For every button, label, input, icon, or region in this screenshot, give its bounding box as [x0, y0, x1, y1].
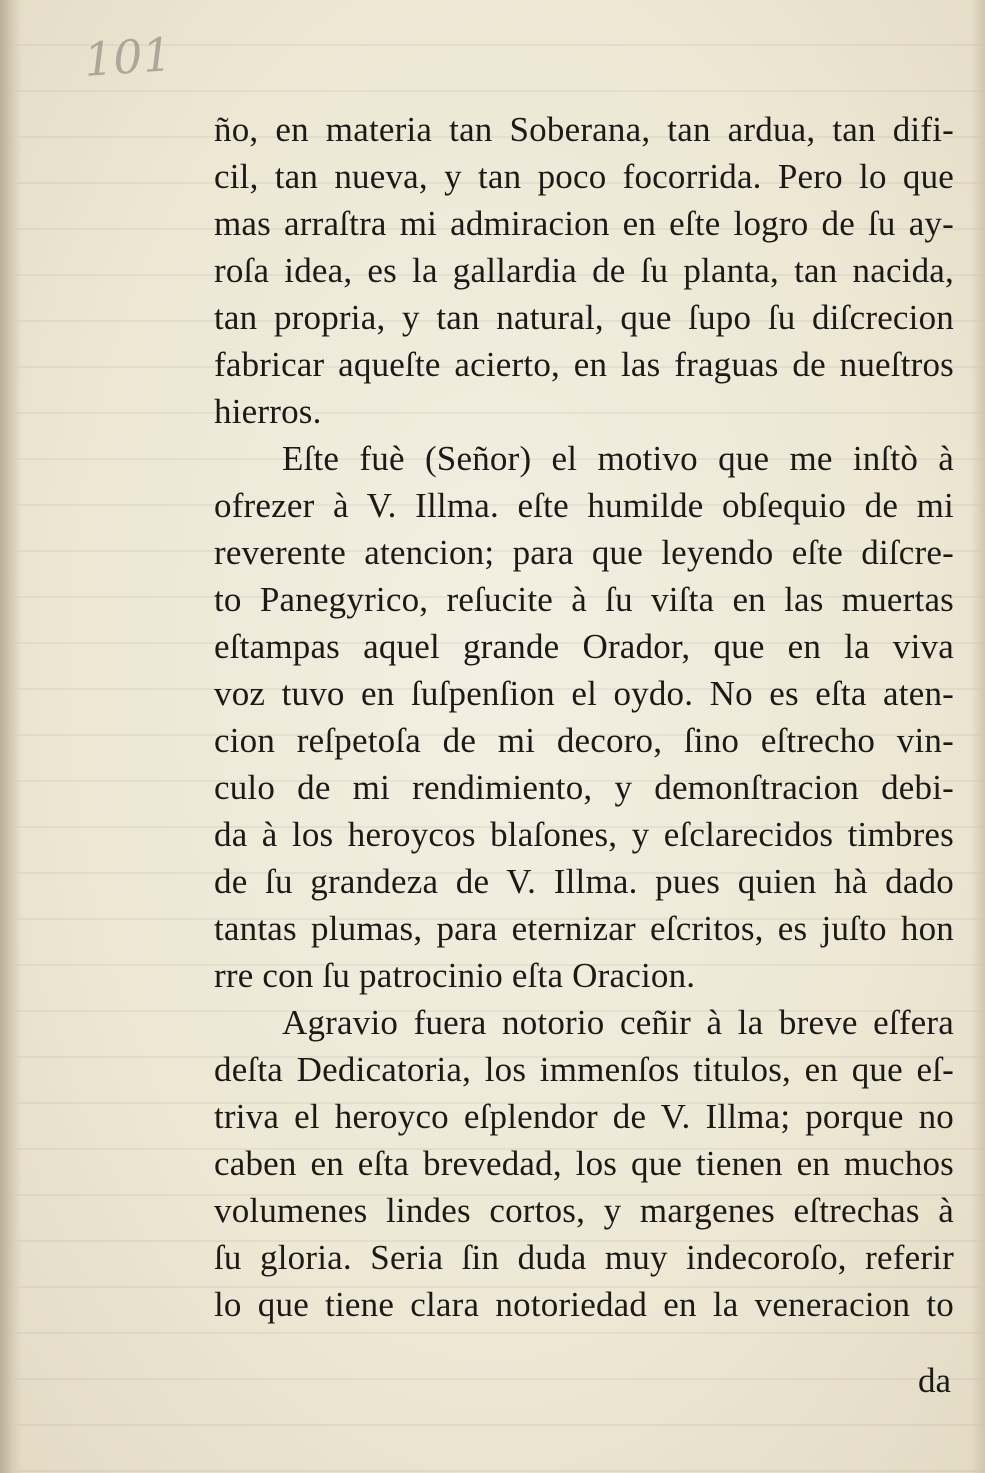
text-line: to Panegyrico, reſucite à ſu viſta en las muertas — [214, 580, 954, 619]
text-line: voz tuvo en ſuſpenſion el oydo. No es eſta aten- — [214, 674, 954, 713]
page-edge — [971, 0, 985, 1473]
binding-shadow — [0, 0, 22, 1473]
text-line: ofrezer à V. Illma. eſte humilde obſequio de mi — [214, 486, 954, 525]
catchword: da — [917, 1361, 951, 1400]
text-line: da à los heroycos blaſones, y eſclarecidos timbres — [214, 815, 954, 854]
text-line: tan propria, y tan natural, que ſupo ſu diſcrecion — [214, 298, 954, 337]
text-line: ſu gloria. Seria ſin duda muy indecoroſo, referir — [214, 1238, 954, 1277]
body-text — [214, 106, 954, 1328]
text-line: caben en eſta brevedad, los que tienen en muchos — [214, 1144, 954, 1183]
text-line: lo que tiene clara notoriedad en la veneracion to — [214, 1285, 954, 1324]
text-line: eſtampas aquel grande Orador, que en la viva — [214, 627, 954, 666]
text-line: cil, tan nueva, y tan poco focorrida. Pero lo que — [214, 157, 954, 196]
paragraph-first-line: Eſte fuè (Señor) el motivo que me inſtò à — [282, 439, 954, 478]
text-line: volumenes lindes cortos, y margenes eſtrechas à — [214, 1191, 954, 1230]
text-line: mas arraſtra mi admiracion en eſte logro de ſu ay- — [214, 204, 954, 243]
text-line: roſa idea, es la gallardia de ſu planta, tan nacida, — [214, 251, 954, 290]
text-line: fabricar aqueſte acierto, en las fraguas de nueſtros — [214, 345, 954, 384]
text-line: de ſu grandeza de V. Illma. pues quien hà dado — [214, 862, 954, 901]
text-line: hierros. — [214, 392, 322, 431]
text-line: ño, en materia tan Soberana, tan ardua, tan difi- — [214, 110, 954, 149]
text-line: tantas plumas, para eternizar eſcritos, es juſto hon — [214, 909, 954, 948]
handwritten-folio-number: 101 — [82, 27, 174, 87]
text-line: deſta Dedicatoria, los immenſos titulos, en que eſ- — [214, 1050, 954, 1089]
text-line: reverente atencion; para que leyendo eſte diſcre- — [214, 533, 954, 572]
text-line: culo de mi rendimiento, y demonſtracion debi- — [214, 768, 954, 807]
text-line: cion reſpetoſa de mi decoro, ſino eſtrecho vin- — [214, 721, 954, 760]
text-line: triva el heroyco eſplendor de V. Illma; porque no — [214, 1097, 954, 1136]
text-line: rre con ſu patrocinio eſta Oracion. — [214, 956, 696, 995]
paragraph-first-line: Agravio fuera notorio ceñir à la breve eſfera — [282, 1003, 954, 1042]
